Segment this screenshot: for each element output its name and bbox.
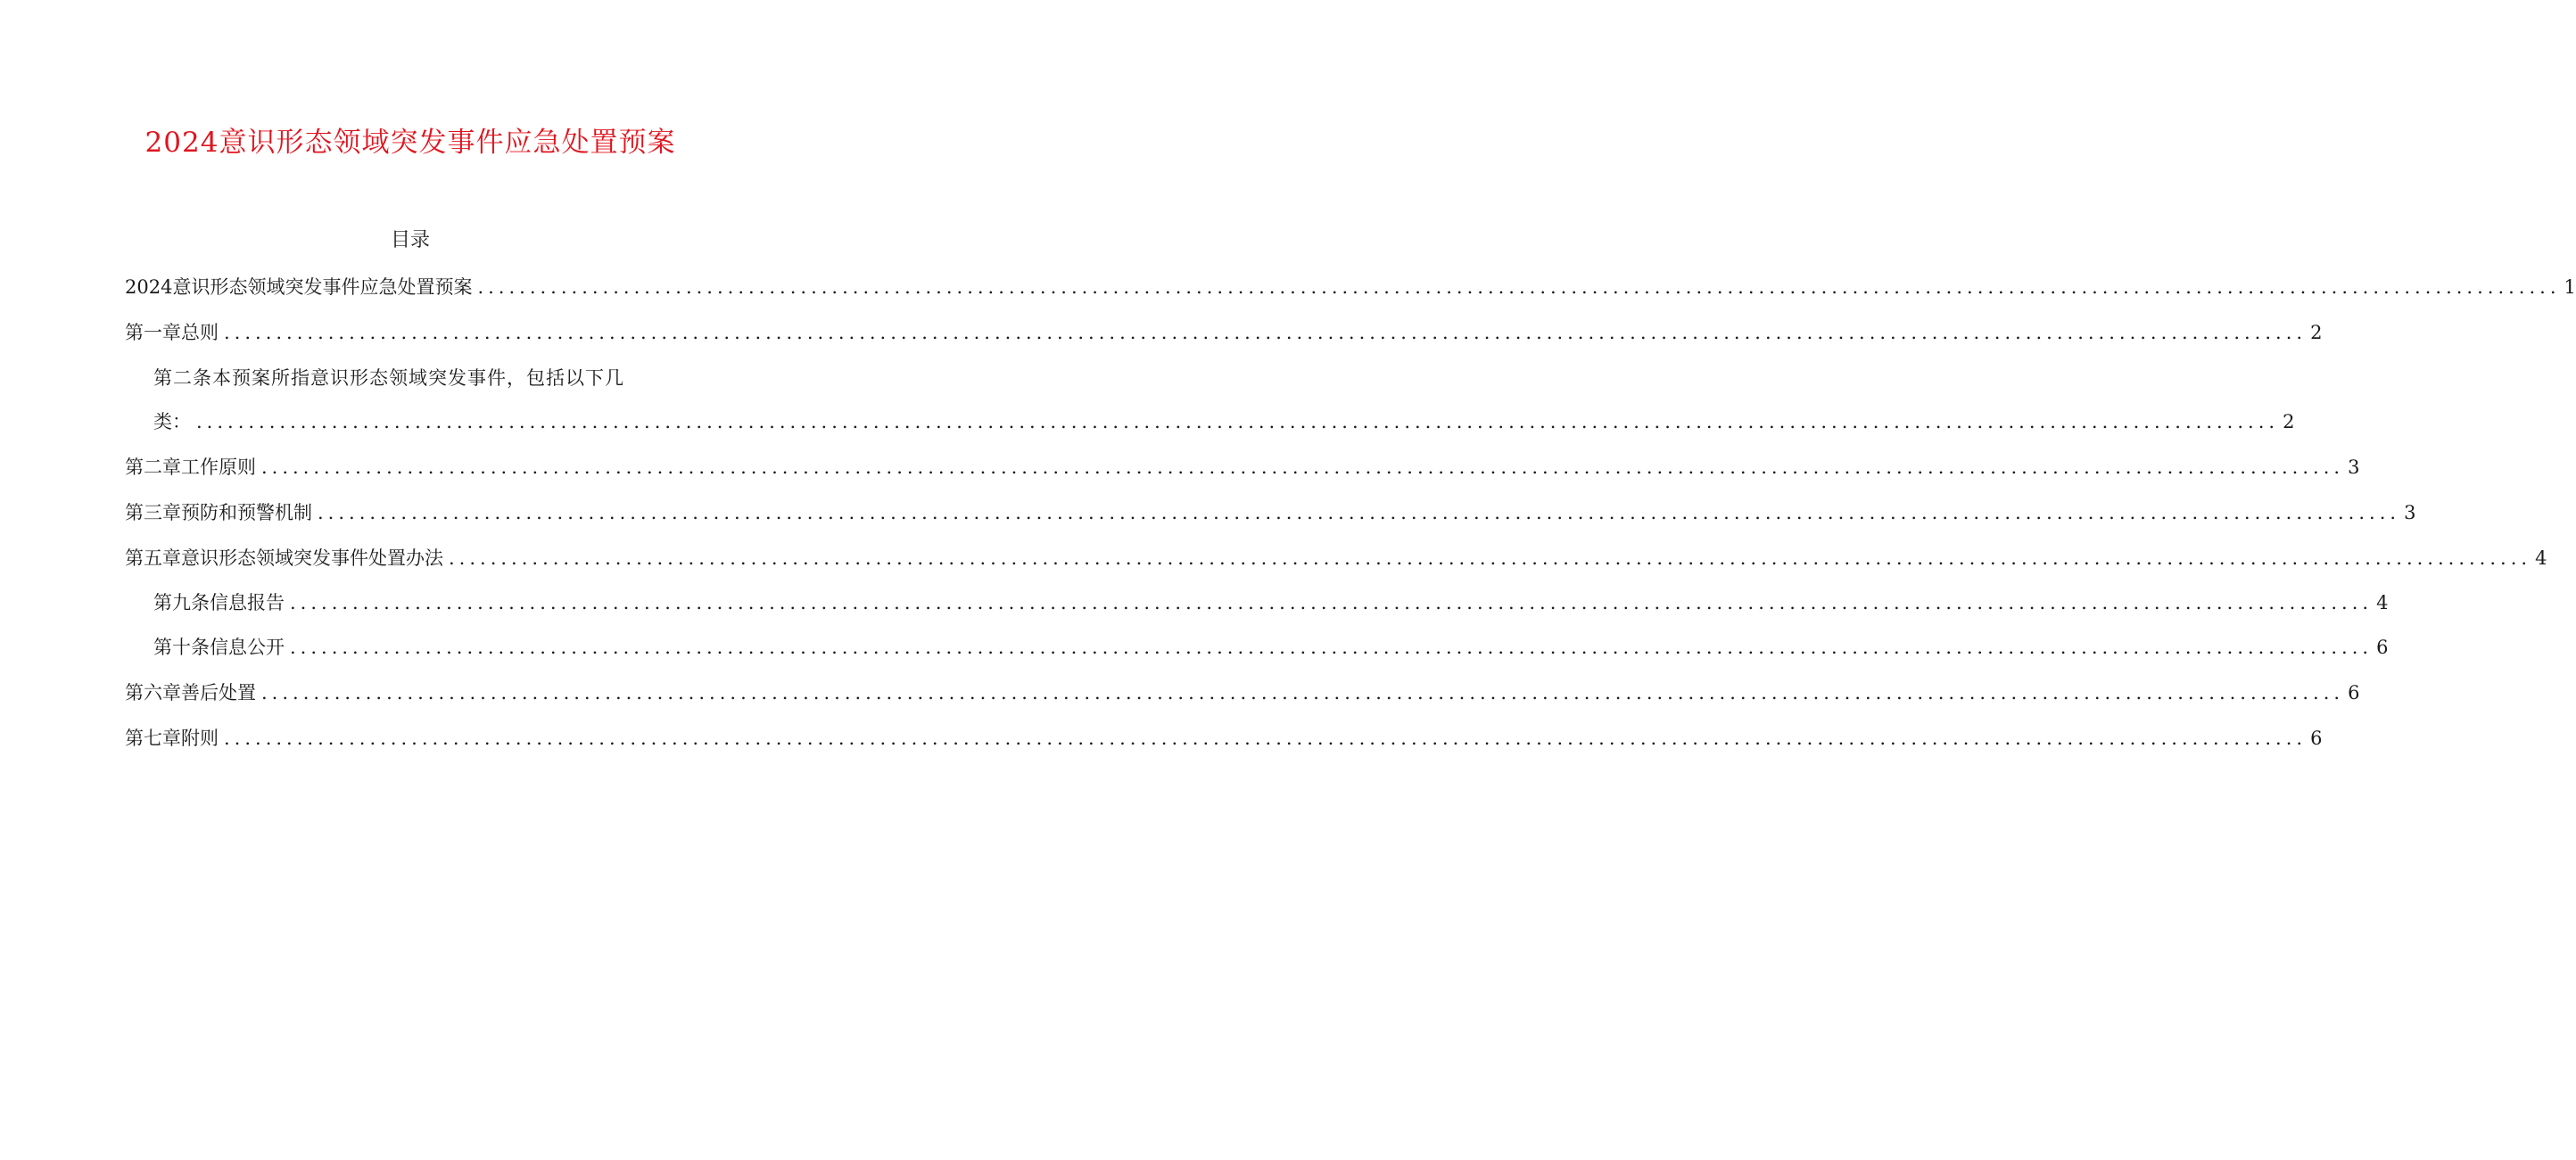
toc-entry[interactable]	[125, 678, 2360, 708]
toc-entry[interactable]	[125, 498, 2416, 528]
toc-page-number: 3	[2404, 502, 2416, 523]
toc-entry-label: 第九条信息报告	[153, 592, 285, 613]
toc-entry[interactable]	[125, 723, 2323, 753]
toc-dot-leader: ........................................................................................................................................................................................................	[261, 682, 2345, 703]
toc-dot-leader: ........................................................................................................................................................................................................	[261, 457, 2345, 478]
toc-page-number: 3	[2348, 457, 2360, 478]
toc-entry-label: 第三章预防和预警机制	[125, 502, 312, 523]
toc-page-number: 4	[2376, 592, 2389, 613]
toc-entry[interactable]	[125, 317, 2323, 348]
toc-dot-leader: ........................................................................................................................................................................................................	[224, 322, 2308, 343]
toc-heading: 目录	[390, 229, 430, 251]
toc-entry[interactable]	[153, 407, 2295, 437]
toc-entry[interactable]	[153, 588, 2389, 618]
toc-entry-label: 第十条信息公开	[153, 637, 285, 658]
toc-entry-label: 第二章工作原则	[125, 457, 256, 478]
toc-entry-label: 第六章善后处置	[125, 682, 256, 703]
toc-dot-leader: ........................................................................................................................................................................................................	[224, 728, 2308, 749]
toc-page-number: 6	[2376, 637, 2389, 658]
toc-entry[interactable]	[125, 452, 2360, 482]
toc-dot-leader: ........................................................................................................................................................................................................	[290, 592, 2374, 613]
toc-entry-label-line1[interactable]: 第二条本预案所指意识形态领域突发事件，包括以下几	[153, 367, 624, 389]
toc-dot-leader: ........................................................................................................................................................................................................	[290, 637, 2374, 658]
document-title: 2024意识形态领域突发事件应急处置预案	[144, 127, 676, 159]
toc-entry-label: 2024意识形态领域突发事件应急处置预案	[125, 276, 473, 298]
toc-dot-leader: ........................................................................................................................................................................................................	[449, 547, 2532, 569]
toc-page-number: 2	[2283, 411, 2295, 432]
toc-entry[interactable]	[125, 543, 2547, 573]
toc-entry[interactable]	[153, 632, 2389, 662]
toc-entry-label: 类：	[153, 411, 191, 432]
toc-page-number: 6	[2348, 682, 2360, 703]
toc-page-number: 1	[2564, 276, 2576, 298]
toc-entry[interactable]	[125, 272, 2576, 302]
toc-dot-leader: ........................................................................................................................................................................................................	[196, 411, 2280, 432]
toc-entry-label: 第七章附则	[125, 728, 219, 749]
toc-entry-label: 第五章意识形态领域突发事件处置办法	[125, 547, 443, 569]
toc-page-number: 4	[2535, 547, 2547, 569]
toc-entry-label: 第一章总则	[125, 322, 219, 343]
toc-dot-leader: ........................................................................................................................................................................................................	[477, 276, 2561, 298]
toc-page-number: 2	[2310, 322, 2323, 343]
toc-page-number: 6	[2310, 728, 2323, 749]
toc-dot-leader: ........................................................................................................................................................................................................	[318, 502, 2401, 523]
